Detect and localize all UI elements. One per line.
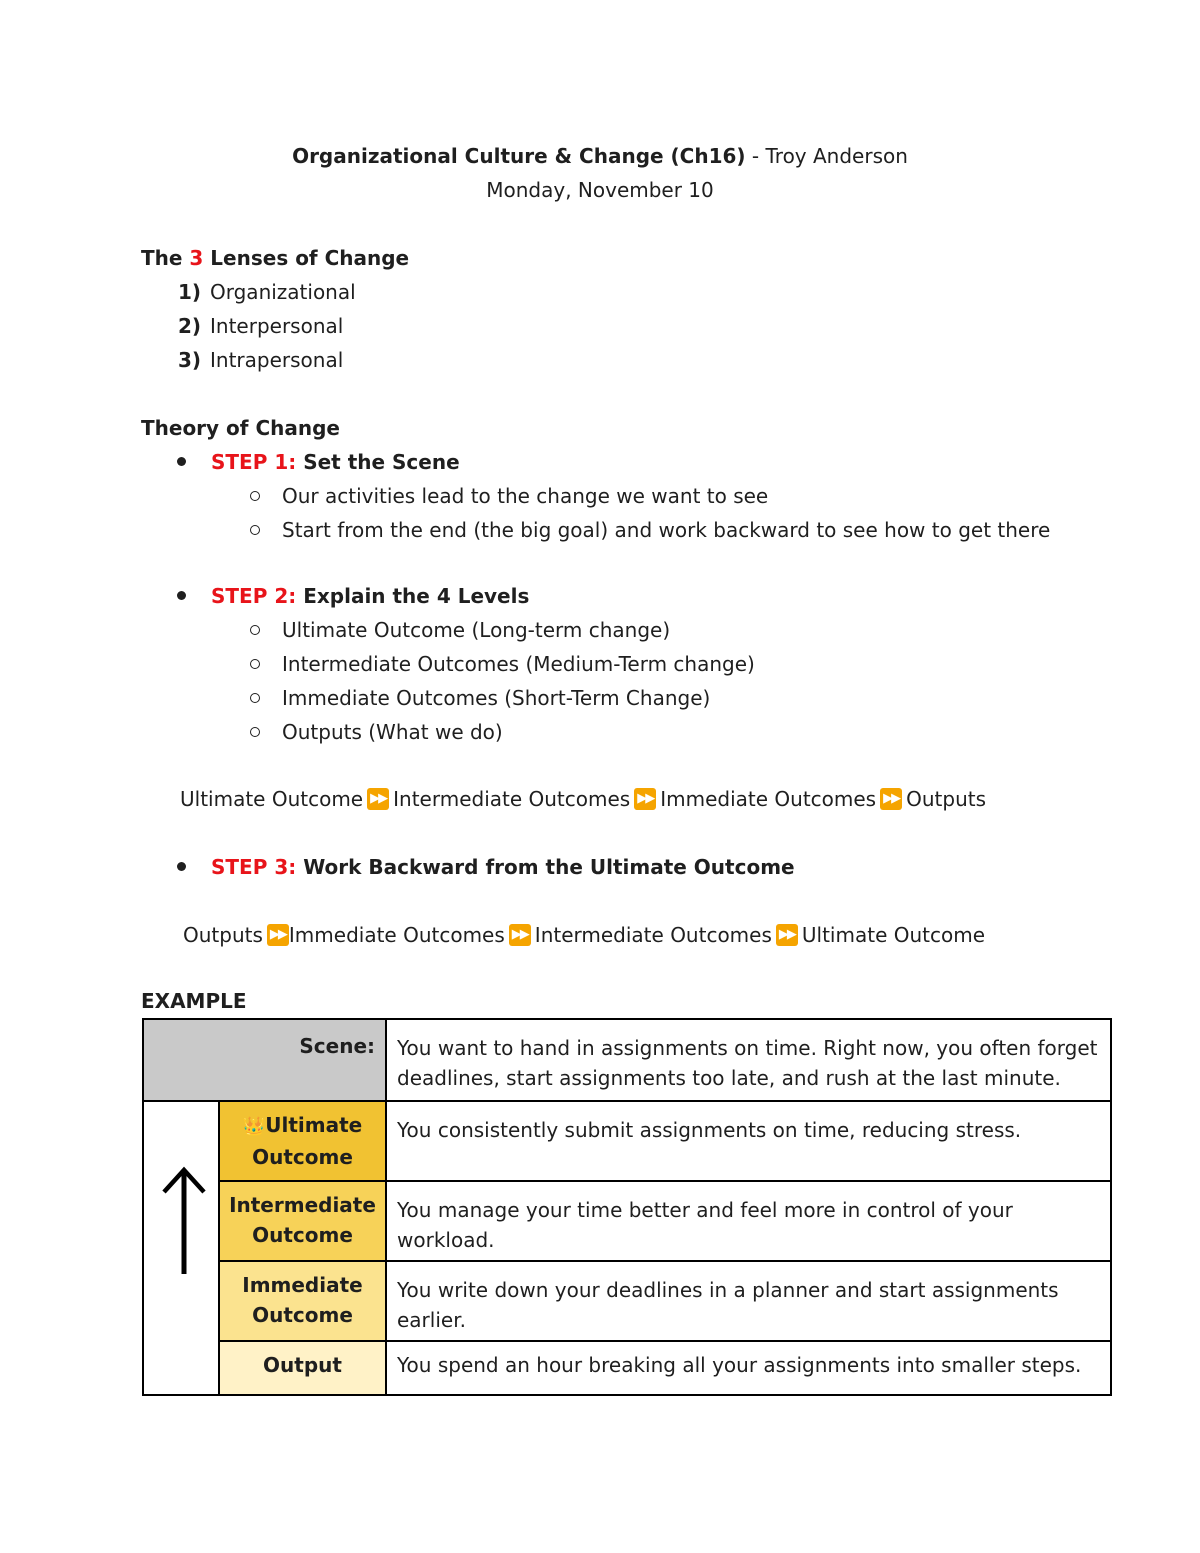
level-label: Output bbox=[263, 1353, 342, 1377]
table-row bbox=[143, 1181, 1111, 1261]
list-text: Intermediate Outcomes (Medium-Term change) bbox=[282, 652, 755, 676]
fast-forward-icon: ▶▶ bbox=[880, 788, 902, 810]
level-label: Ultimate bbox=[265, 1113, 363, 1137]
list-item bbox=[178, 278, 356, 306]
table-row bbox=[143, 1261, 1111, 1341]
lenses-heading-pre: The bbox=[141, 246, 190, 270]
chain-item: Intermediate Outcomes bbox=[393, 787, 631, 811]
step-1 bbox=[177, 448, 460, 476]
step-label: STEP 3: bbox=[211, 855, 297, 879]
list-item bbox=[250, 684, 710, 712]
fast-forward-icon: ▶▶ bbox=[267, 924, 289, 946]
level-label: Intermediate bbox=[229, 1193, 376, 1217]
chain-item: Outputs bbox=[906, 787, 987, 811]
table-row bbox=[143, 1101, 1111, 1181]
step-title: Set the Scene bbox=[296, 450, 460, 474]
fast-forward-icon: ▶▶ bbox=[509, 924, 531, 946]
list-item bbox=[250, 516, 1050, 544]
list-text: Outputs (What we do) bbox=[282, 720, 503, 744]
circle-bullet-icon bbox=[250, 491, 260, 501]
chain-item: Outputs bbox=[183, 923, 263, 947]
list-number: 3) bbox=[178, 348, 202, 372]
circle-bullet-icon bbox=[250, 693, 260, 703]
example-table bbox=[142, 1018, 1112, 1396]
list-text: Immediate Outcomes (Short-Term Change) bbox=[282, 686, 711, 710]
list-text: Organizational bbox=[210, 280, 356, 304]
circle-bullet-icon bbox=[250, 727, 260, 737]
fast-forward-icon: ▶▶ bbox=[367, 788, 389, 810]
level-text: You consistently submit assignments on time, reducing stress. bbox=[386, 1101, 1111, 1181]
arrow-cell bbox=[143, 1101, 219, 1395]
list-item bbox=[250, 616, 670, 644]
step-label: STEP 2: bbox=[211, 584, 297, 608]
step-label: STEP 1: bbox=[211, 450, 297, 474]
list-text: Intrapersonal bbox=[210, 348, 344, 372]
title-main: Organizational Culture & Change (Ch16) bbox=[292, 144, 746, 168]
chain-item: Intermediate Outcomes bbox=[534, 923, 772, 947]
list-number: 2) bbox=[178, 314, 202, 338]
list-text: Ultimate Outcome (Long-term change) bbox=[282, 618, 671, 642]
level-label: Outcome bbox=[252, 1303, 353, 1327]
level-text: You manage your time better and feel more in control of your workload. bbox=[386, 1181, 1111, 1261]
list-item bbox=[250, 650, 755, 678]
fast-forward-icon: ▶▶ bbox=[634, 788, 656, 810]
level-text: You write down your deadlines in a planner and start assignments earlier. bbox=[386, 1261, 1111, 1341]
outcome-chain-backward bbox=[183, 921, 985, 949]
bullet-icon bbox=[177, 457, 186, 466]
bullet-icon bbox=[177, 862, 186, 871]
list-number: 1) bbox=[178, 280, 202, 304]
page-title bbox=[0, 142, 1200, 170]
example-heading: EXAMPLE bbox=[141, 989, 247, 1013]
step-3 bbox=[177, 853, 795, 881]
level-label: Immediate bbox=[242, 1273, 363, 1297]
level-ultimate-outcome bbox=[219, 1101, 386, 1181]
scene-text: You want to hand in assignments on time. Right now, you often forget deadlines, start assignments too late, and rush at the last minute. bbox=[386, 1019, 1111, 1101]
bullet-icon bbox=[177, 591, 186, 600]
page-date: Monday, November 10 bbox=[486, 178, 714, 202]
chain-item: Ultimate Outcome bbox=[180, 787, 364, 811]
scene-label: Scene: bbox=[143, 1019, 386, 1101]
table-row bbox=[143, 1019, 1111, 1101]
level-output bbox=[219, 1341, 386, 1395]
list-item bbox=[250, 482, 768, 510]
list-text: Interpersonal bbox=[210, 314, 344, 338]
lenses-heading-num: 3 bbox=[189, 246, 204, 270]
fast-forward-icon: ▶▶ bbox=[776, 924, 798, 946]
level-intermediate-outcome bbox=[219, 1181, 386, 1261]
level-label: Outcome bbox=[252, 1223, 353, 1247]
up-arrow-icon bbox=[144, 1102, 220, 1392]
circle-bullet-icon bbox=[250, 659, 260, 669]
list-text: Our activities lead to the change we want to see bbox=[282, 484, 769, 508]
crown-icon: 👑 bbox=[242, 1116, 266, 1137]
circle-bullet-icon bbox=[250, 525, 260, 535]
chain-item: Immediate Outcomes bbox=[660, 787, 877, 811]
step-title: Explain the 4 Levels bbox=[296, 584, 530, 608]
lenses-heading-post: Lenses of Change bbox=[203, 246, 410, 270]
list-item bbox=[178, 346, 343, 374]
lenses-heading bbox=[141, 244, 409, 272]
level-label: Outcome bbox=[252, 1145, 353, 1169]
table-row bbox=[143, 1341, 1111, 1395]
theory-heading: Theory of Change bbox=[141, 416, 340, 440]
title-author: - Troy Anderson bbox=[745, 144, 908, 168]
list-item bbox=[250, 718, 503, 746]
level-immediate-outcome bbox=[219, 1261, 386, 1341]
outcome-chain-forward bbox=[180, 785, 986, 813]
chain-item: Immediate Outcomes bbox=[288, 923, 505, 947]
circle-bullet-icon bbox=[250, 625, 260, 635]
level-text: You spend an hour breaking all your assignments into smaller steps. bbox=[386, 1341, 1111, 1395]
step-2 bbox=[177, 582, 529, 610]
list-text: Start from the end (the big goal) and work backward to see how to get there bbox=[282, 518, 1051, 542]
list-item bbox=[178, 312, 343, 340]
chain-item: Ultimate Outcome bbox=[801, 923, 986, 947]
step-title: Work Backward from the Ultimate Outcome bbox=[296, 855, 795, 879]
